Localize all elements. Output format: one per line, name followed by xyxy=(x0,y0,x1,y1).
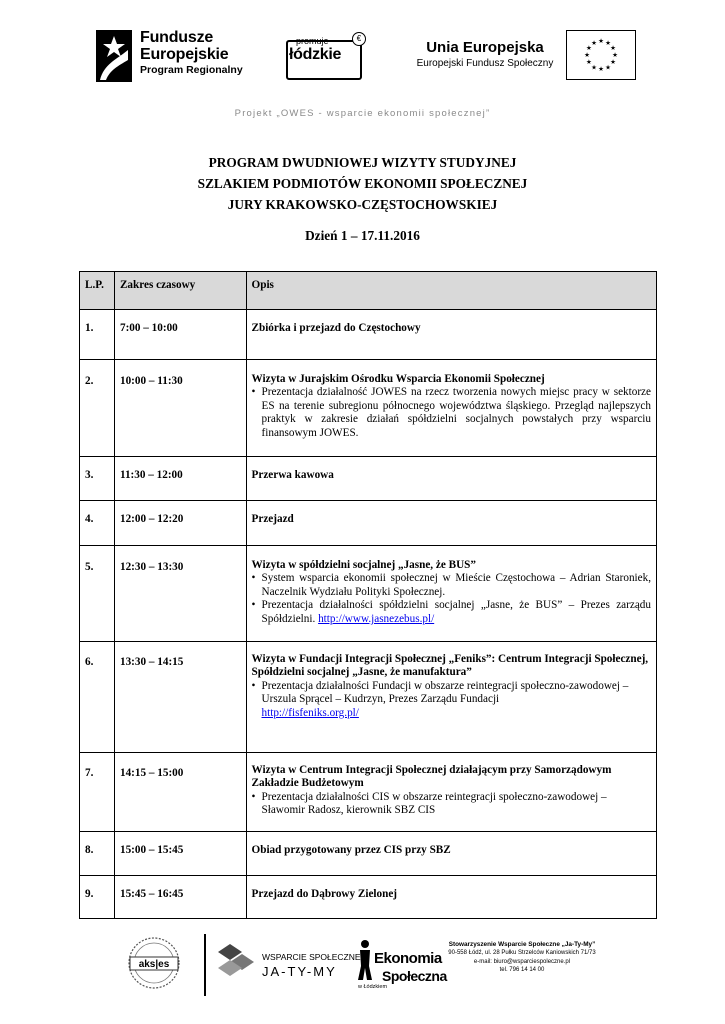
row-time: 15:00 – 15:45 xyxy=(119,844,184,856)
stow-name: Stowarzyszenie Wsparcie Społeczne „Ja-Ty-My” xyxy=(448,941,596,948)
footer-divider xyxy=(204,934,206,996)
svg-text:aks|es: aks|es xyxy=(138,959,170,970)
row-lp: 8. xyxy=(85,844,94,856)
table-row xyxy=(80,457,657,501)
row-title: Wizyta w spółdzielni socjalnej „Jasne, że BUS” xyxy=(251,559,476,571)
table-row xyxy=(80,876,657,919)
row-bullet: • Prezentacja działalności Fundacji w obszarze reintegracji społeczno-zawodowej – Urszula Sprącel – Kudrzyn, Prezes Zarządu Fundacji http://fisfeniks.org.pl/ xyxy=(252,680,651,720)
header-lp: L.P. xyxy=(85,279,104,291)
row-title: Wizyta w Jurajskim Ośrodku Wsparcia Ekonomii Społecznej xyxy=(251,373,545,385)
row-time: 14:15 – 15:00 xyxy=(119,767,184,779)
ekonomia-line1: Ekonomia xyxy=(374,950,442,967)
header-logos xyxy=(96,26,636,88)
ekonomia-spoleczna-logo xyxy=(356,936,447,994)
wsparcie-line2: JA-TY-MY xyxy=(262,964,337,979)
fisfeniks-link[interactable]: http://fisfeniks.org.pl/ xyxy=(261,706,359,719)
eu-star-icon: ★ xyxy=(605,63,611,72)
eu-star-icon: ★ xyxy=(610,44,617,53)
project-name: Projekt „OWES - wsparcie ekonomii społecznej” xyxy=(234,108,491,119)
row-time: 10:00 – 11:30 xyxy=(119,375,183,387)
table-row xyxy=(80,310,657,360)
row-lp: 7. xyxy=(85,767,94,779)
page-title xyxy=(0,152,725,215)
eu-star-icon: ★ xyxy=(591,63,597,72)
fe-line3: Program Regionalny xyxy=(140,64,243,76)
header-time: Zakres czasowy xyxy=(119,279,196,291)
stow-email: e-mail: biuro@wsparciespoleczne.pl xyxy=(473,958,571,965)
table-row xyxy=(80,753,657,832)
table-row xyxy=(80,546,657,642)
row-bullet: • Prezentacja działalności spółdzielni socjalnej „Jasne, że BUS” – Prezes zarządu Spółdzielni. http://www.jasnezebus.pl/ xyxy=(252,599,651,626)
table-row xyxy=(80,360,657,457)
jasnezebus-link[interactable]: http://www.jasnezebus.pl/ xyxy=(318,612,435,625)
ekonomia-mark-icon xyxy=(356,936,376,988)
row-title: Przejazd do Dąbrowy Zielonej xyxy=(251,888,398,900)
row-lp: 1. xyxy=(85,322,94,334)
row-lp: 3. xyxy=(85,469,94,481)
unia-europejska-text xyxy=(414,38,556,71)
eu-star-icon: ★ xyxy=(585,58,592,67)
aks-seal-icon xyxy=(116,934,192,992)
row-bullet: • Prezentacja działalność JOWES na rzecz tworzenia nowych miejsc pracy w sektorze ES na terenie subregionu północnego województwa śląskiego. Przegląd najlepszych praktyk w zakresie działań spółdzielni socjalnych powstałych przy wsparciu finansowym JOWES. xyxy=(252,386,651,440)
row-time: 12:30 – 13:30 xyxy=(119,561,184,573)
fundusze-europejskie-mark-icon xyxy=(96,30,132,82)
title-line3: JURY KRAKOWSKO-CZĘSTOCHOWSKIEJ xyxy=(227,197,498,212)
eu-star-icon: ★ xyxy=(610,58,617,67)
fe-line2: Europejskie xyxy=(140,46,229,63)
row-lp: 2. xyxy=(85,375,94,387)
row-time: 7:00 – 10:00 xyxy=(119,322,178,334)
row-time: 12:00 – 12:20 xyxy=(119,513,184,525)
row-time: 11:30 – 12:00 xyxy=(119,469,183,481)
table-row xyxy=(80,832,657,876)
row-title: Przejazd xyxy=(251,513,294,525)
header-desc: Opis xyxy=(251,279,274,291)
row-lp: 5. xyxy=(85,561,94,573)
day-heading: Dzień 1 – 17.11.2016 xyxy=(305,228,420,243)
eu-star-icon: ★ xyxy=(598,37,604,46)
promuje-lodzkie-logo xyxy=(286,34,366,80)
footer-logos xyxy=(108,928,608,998)
row-lp: 4. xyxy=(85,513,94,525)
ekonomia-line2: Społeczna xyxy=(382,968,447,984)
row-bullet: • System wsparcia ekonomii społecznej w Mieście Częstochowa – Adrian Staroniek, Naczelnik Wydziału Polityki Społecznej. xyxy=(252,572,651,599)
row-title: Wizyta w Centrum Integracji Społecznej działającym przy Samorządowym Zakładzie Budżetowym xyxy=(251,764,612,790)
fe-line1: Fundusze xyxy=(140,29,214,46)
eu-star-icon: ★ xyxy=(598,65,604,74)
wsparcie-line1: WSPARCIE SPOŁECZNE xyxy=(262,952,361,962)
row-lp: 6. xyxy=(85,656,94,668)
row-lp: 9. xyxy=(85,888,94,900)
eu-flag-icon xyxy=(566,30,636,80)
wsparcie-mark-icon xyxy=(214,942,258,980)
row-title: Obiad przygotowany przez CIS przy SBZ xyxy=(251,844,451,856)
table-row xyxy=(80,501,657,546)
eu-star-icon: ★ xyxy=(612,51,618,60)
row-time: 13:30 – 14:15 xyxy=(119,656,184,668)
euro-mark-icon: € xyxy=(352,32,366,46)
row-title: Wizyta w Fundacji Integracji Społecznej „Feniks”: Centrum Integracji Społecznej, Spółdzielni socjalnej „Jasne, że manufaktura” xyxy=(251,653,649,679)
agenda-table xyxy=(79,271,657,919)
table-row xyxy=(80,642,657,753)
stowarzyszenie-contact xyxy=(442,940,602,975)
ue-line1: Unia Europejska xyxy=(426,39,544,56)
title-line1: PROGRAM DWUDNIOWEJ WIZYTY STUDYJNEJ xyxy=(208,155,517,170)
stow-address: 90-558 Łódź, ul. 28 Pułku Strzelców Kaniowskich 71/73 xyxy=(448,950,596,956)
eu-star-icon: ★ xyxy=(591,39,597,48)
lodz-small-text: promuje xyxy=(296,36,329,46)
row-title: Przerwa kawowa xyxy=(251,469,334,481)
stow-phone: tel. 796 14 14 00 xyxy=(499,967,545,973)
ekonomia-line3: w Łódzkiem xyxy=(358,984,388,990)
title-line2: SZLAKIEM PODMIOTÓW EKONOMII SPOŁECZNEJ xyxy=(197,176,528,191)
eu-star-icon: ★ xyxy=(585,44,592,53)
row-time: 15:45 – 16:45 xyxy=(119,888,184,900)
eu-star-icon: ★ xyxy=(584,51,590,60)
row-title: Zbiórka i przejazd do Częstochowy xyxy=(251,322,421,334)
ue-line2: Europejski Fundusz Społeczny xyxy=(416,58,554,69)
eu-star-icon: ★ xyxy=(605,39,611,48)
table-header-row xyxy=(80,272,657,310)
row-bullet: • Prezentacja działalności CIS w obszarze reintegracji społeczno-zawodowej – Sławomir Radosz, kierownik SBZ CIS xyxy=(252,791,651,818)
fundusze-europejskie-logo xyxy=(96,26,276,88)
lodz-big-text: łódzkie xyxy=(289,46,342,63)
wsparcie-spoleczne-logo xyxy=(214,936,361,992)
